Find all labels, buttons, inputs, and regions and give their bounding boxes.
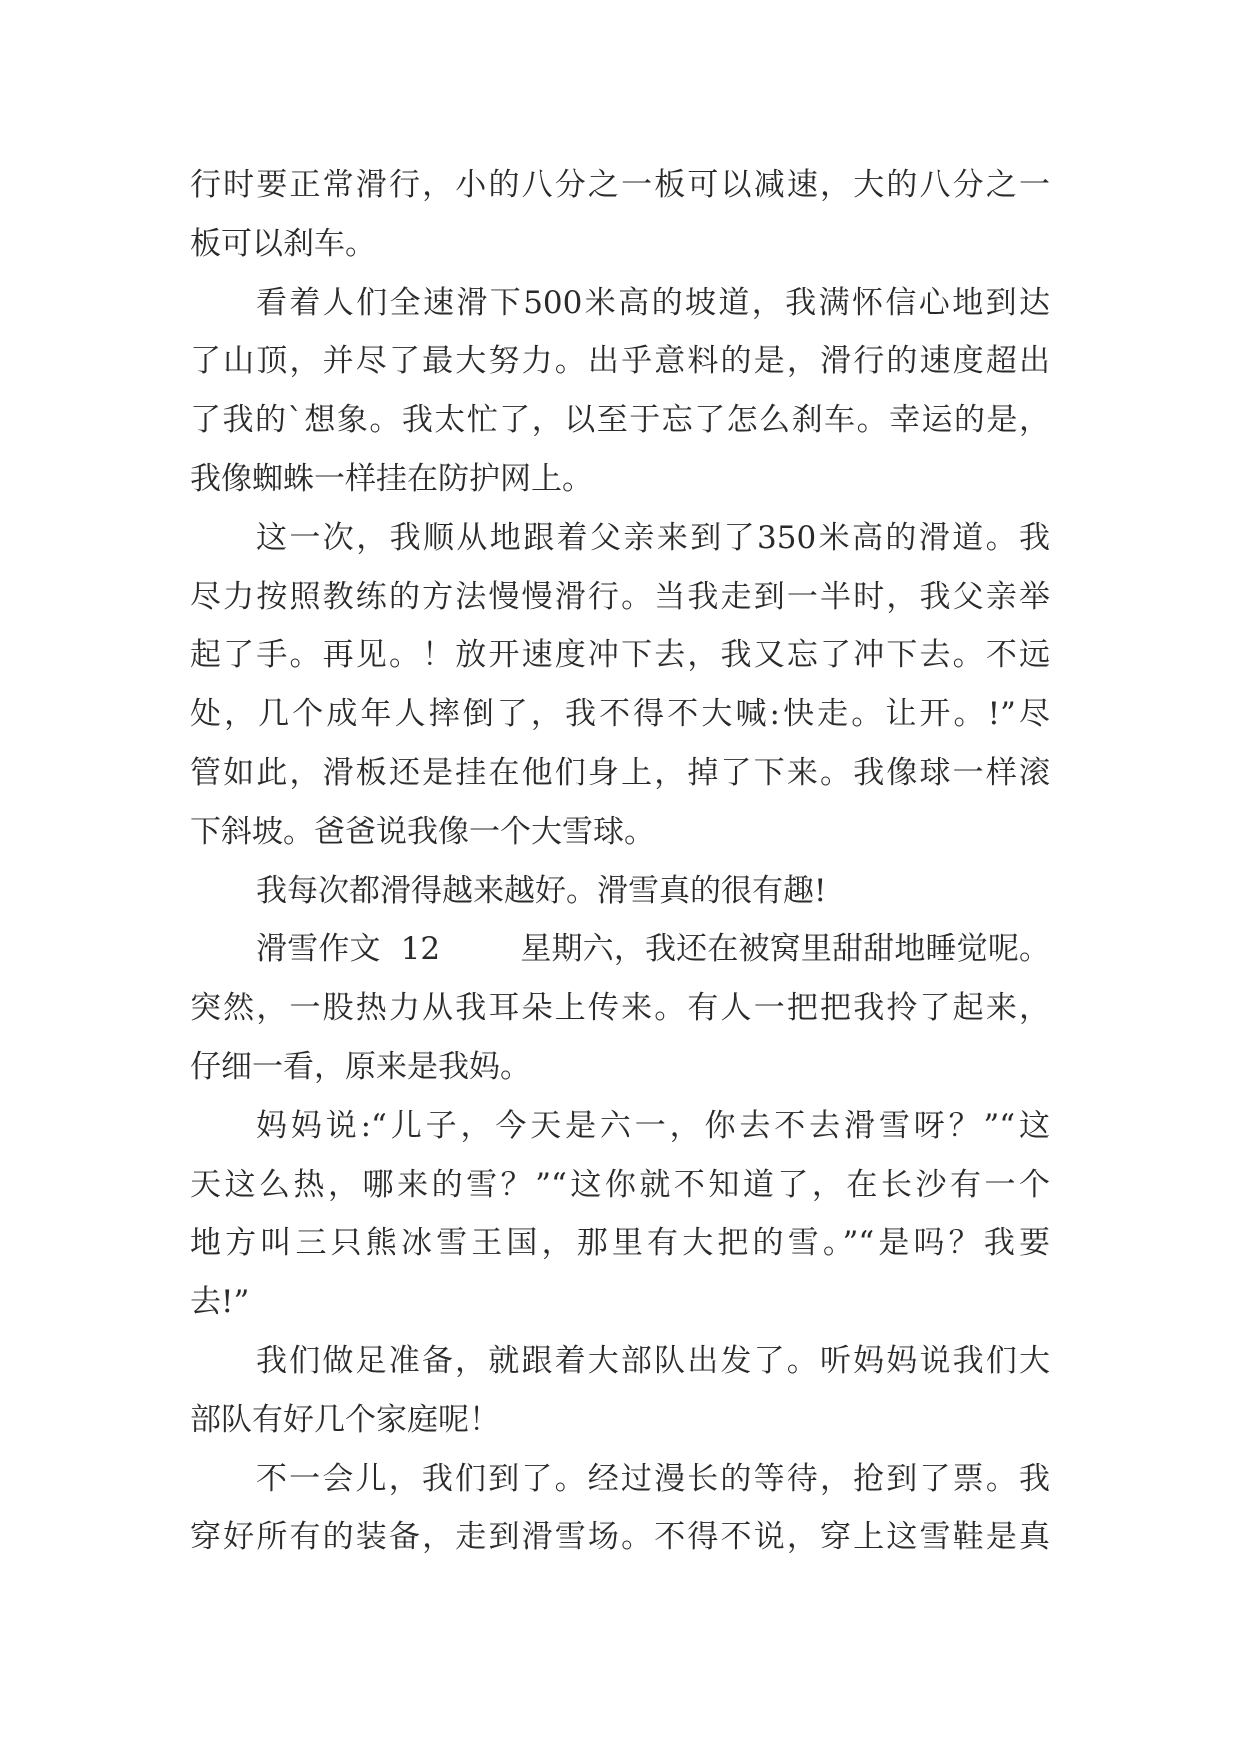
text-line: 管如此，滑板还是挂在他们身上，掉了下来。我像球一样滚 — [190, 754, 1050, 791]
text-line: 我每次都滑得越来越好。滑雪真的很有趣! — [256, 872, 827, 909]
text-line: 地方叫三只熊冰雪王国，那里有大把的雪。”“是吗？我要 — [190, 1225, 1050, 1262]
text-line: 天这么热，哪来的雪？”“这你就不知道了，在长沙有一个 — [190, 1166, 1050, 1203]
text-line: 了山顶，并尽了最大努力。出乎意料的是，滑行的速度超出 — [190, 343, 1050, 380]
document-body — [190, 156, 1050, 1567]
text-line: 我像蜘蛛一样挂在防护网上。 — [190, 460, 593, 497]
text-line: 了我的`想象。我太忙了，以至于忘了怎么刹车。幸运的是， — [190, 402, 1050, 439]
text-line: 突然，一股热力从我耳朵上传来。有人一把把我拎了起来， — [190, 990, 1050, 1027]
text-line: 起了手。再见。！放开速度冲下去，我又忘了冲下去。不远 — [190, 637, 1050, 674]
text-line: 我们做足准备，就跟着大部队出发了。听妈妈说我们大 — [256, 1342, 1050, 1379]
text-line: 行时要正常滑行，小的八分之一板可以减速，大的八分之一 — [190, 167, 1050, 203]
text-line: 处，几个成年人摔倒了，我不得不大喊:快走。让开。!”尽 — [190, 696, 1050, 733]
text-line: 这一次，我顺从地跟着父亲来到了350米高的滑道。我 — [256, 519, 1050, 556]
text-line: 不一会儿，我们到了。经过漫长的等待，抢到了票。我 — [256, 1460, 1050, 1497]
text-line: 妈妈说:“儿子，今天是六一，你去不去滑雪呀？”“这 — [256, 1107, 1050, 1144]
text-line: 尽力按照教练的方法慢慢滑行。当我走到一半时，我父亲举 — [190, 578, 1050, 615]
text-line: 滑雪作文 12 星期六，我还在被窝里甜甜地睡觉呢。 — [256, 931, 1050, 968]
text-line: 仔细一看，原来是我妈。 — [190, 1048, 531, 1085]
text-line: 部队有好几个家庭呢！ — [190, 1401, 500, 1438]
text-line: 看着人们全速滑下500米高的坡道，我满怀信心地到达 — [256, 284, 1050, 321]
text-line: 穿好所有的装备，走到滑雪场。不得不说，穿上这雪鞋是真 — [190, 1519, 1050, 1556]
text-line: 板可以刹车。 — [190, 225, 376, 262]
text-line: 去!” — [190, 1284, 250, 1321]
text-line: 下斜坡。爸爸说我像一个大雪球。 — [190, 813, 655, 850]
